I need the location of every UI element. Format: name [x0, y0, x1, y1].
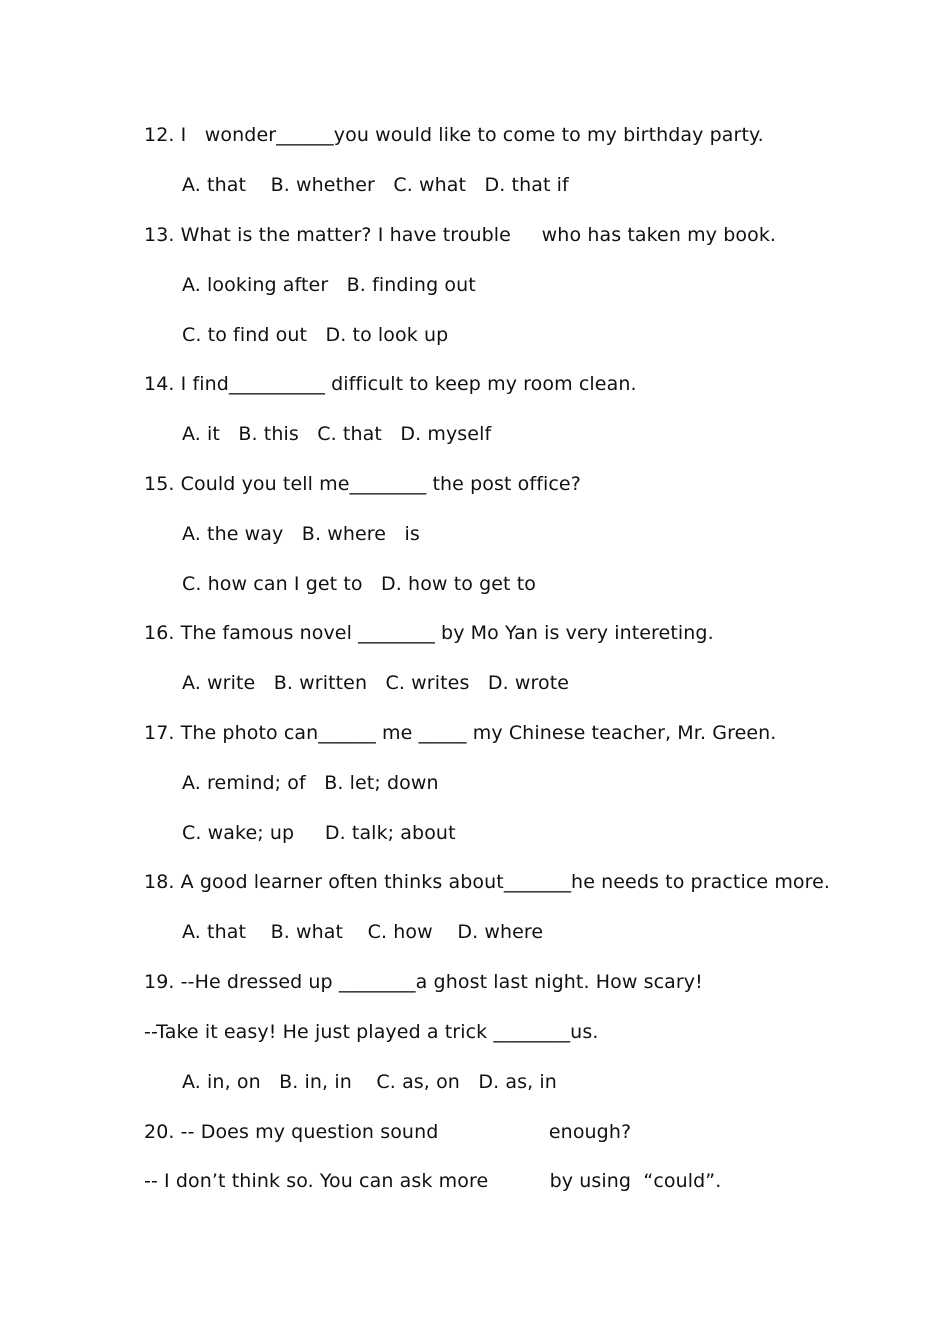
question-18: 18. A good learner often thinks about_______he needs to practice more.	[144, 871, 831, 893]
question-19-prompt: 19. --He dressed up ________a ghost last night. How scary!	[144, 971, 703, 993]
question-15: 15. Could you tell me________ the post office?	[144, 473, 581, 495]
options-18: A. that B. what C. how D. where	[182, 921, 544, 943]
options-19: A. in, on B. in, in C. as, on D. as, in	[182, 1071, 557, 1093]
question-14: 14. I find__________ difficult to keep my room clean.	[144, 373, 637, 395]
question-20-prompt: 20. -- Does my question sound enough?	[144, 1121, 632, 1143]
options-13-cd: C. to find out D. to look up	[182, 324, 449, 346]
options-14: A. it B. this C. that D. myself	[182, 423, 492, 445]
options-15-ab: A. the way B. where is	[182, 523, 420, 545]
options-17-cd: C. wake; up D. talk; about	[182, 822, 456, 844]
options-12: A. that B. whether C. what D. that if	[182, 174, 569, 196]
options-13-ab: A. looking after B. finding out	[182, 274, 476, 296]
question-20-reply: -- I don’t think so. You can ask more by using “could”.	[144, 1170, 722, 1192]
options-15-cd: C. how can I get to D. how to get to	[182, 573, 537, 595]
question-17: 17. The photo can______ me _____ my Chinese teacher, Mr. Green.	[144, 722, 777, 744]
question-13: 13. What is the matter? I have trouble who has taken my book.	[144, 224, 777, 246]
options-16: A. write B. written C. writes D. wrote	[182, 672, 570, 694]
question-19-reply: --Take it easy! He just played a trick ________us.	[144, 1021, 599, 1043]
question-12: 12. I wonder______you would like to come to my birthday party.	[144, 124, 764, 146]
options-17-ab: A. remind; of B. let; down	[182, 772, 439, 794]
question-16: 16. The famous novel ________ by Mo Yan is very intereting.	[144, 622, 714, 644]
